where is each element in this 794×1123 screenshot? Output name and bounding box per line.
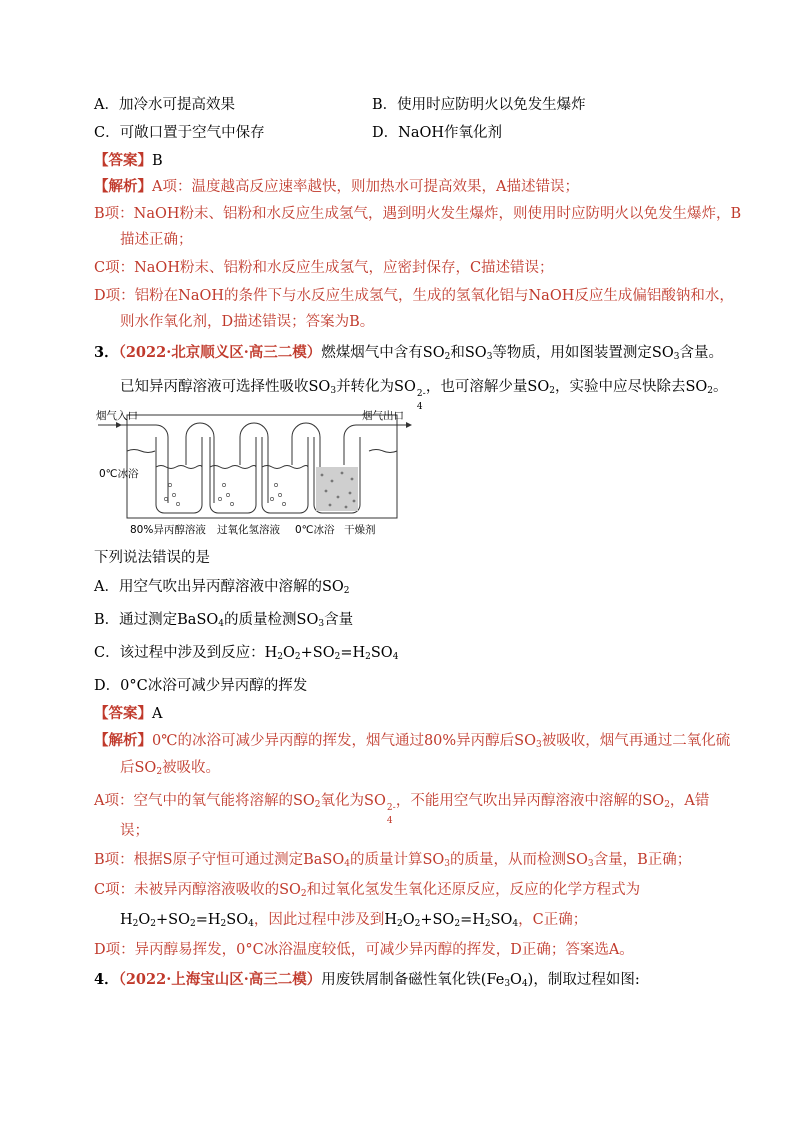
- apparatus-diagram: [94, 405, 424, 540]
- q3-option-c: C．该过程中涉及到反应：$H_2O_2+SO_2=H_2SO_4$: [94, 645, 399, 662]
- bottle-2: [210, 437, 256, 513]
- q2-analysis-d2: 则水作氧化剂，D描述错误；答案为B。: [120, 314, 375, 330]
- q2-option-d: D．NaOH作氧化剂: [372, 125, 502, 141]
- outlet-tube: [344, 425, 394, 465]
- q3-answer: 【答案】A: [94, 705, 163, 722]
- q2-analysis-a: 【解析】A项：温度越高反应速率越快，则加热水可提高效果，A描述错误；: [94, 178, 579, 195]
- q3-option-a: A．用空气吹出异丙醇溶液中溶解的$SO_2$: [94, 579, 350, 596]
- inlet-arrow: [116, 422, 122, 428]
- q2-answer: 【答案】B: [94, 152, 163, 169]
- q2-analysis-b1: B项：NaOH粉末、铝粉和水反应生成氢气，遇到明火发生爆炸，则使用时应防明火以免发生爆炸，B: [94, 206, 742, 222]
- q2-analysis-d1: D项：铝粉在NaOH的条件下与水反应生成氢气，生成的氢氧化铝与NaOH反应生成偏铝酸钠和水，: [94, 288, 734, 304]
- label-inlet: 烟气入口: [96, 410, 138, 422]
- equation-2: $H_2O_2+SO_2=H_2SO_4$: [384, 912, 519, 929]
- label-hydrogen-peroxide: 过氧化氢溶液: [217, 524, 280, 536]
- label-isopropanol: 80%异丙醇溶液: [130, 524, 206, 536]
- q3-stem-line1: 3．（2022·北京顺义区·高三二模）燃煤烟气中含有$SO_2$和$SO_3$等物质，用如图装置测定$SO_3$含量。: [94, 344, 723, 362]
- q3-analysis-c2: $H_2O_2+SO_2=H_2SO_4$，因此过程中涉及到$H_2O_2+SO_2=H_2SO_4$，C正确；: [120, 912, 588, 929]
- q3-option-b: B．通过测定BaSO$_4$的质量检测$SO_3$含量: [94, 612, 354, 629]
- q3-analysis-a2: 误；: [120, 823, 149, 839]
- q3-analysis-line2: 后$SO_2$被吸收。: [120, 760, 221, 777]
- q3-analysis-a1: A项：空气中的氧气能将溶解的$SO_2$氧化为SO 2- 4 ，不能用空气吹出异丙醇溶液中溶解的$SO_2$，A错: [94, 793, 710, 826]
- label-ice-bath-bottom: 0℃冰浴: [295, 524, 335, 536]
- q2-analysis-c: C项：NaOH粉末、铝粉和水反应生成氢气，应密封保存，C描述错误；: [94, 260, 554, 276]
- q3-stem-line2: 已知异丙醇溶液可选择性吸收$SO_3$并转化为SO 2- 4 ，也可溶解少量$SO_2$，实验中应尽快除去$SO_2$。: [120, 379, 728, 412]
- equation-1: $H_2O_2+SO_2=H_2SO_4$: [120, 912, 254, 929]
- q3-analysis-line1: 【解析】0℃的冰浴可减少异丙醇的挥发，烟气通过80%异丙醇后$SO_3$被吸收，烟气再通过二氧化硫: [94, 732, 731, 750]
- bottle-1: [156, 437, 202, 513]
- connector-tube-3: [292, 423, 320, 503]
- q3-analysis-c1: C项：未被异丙醇溶液吸收的$SO_2$和过氧化氢发生氧化还原反应，反应的化学方程式为: [94, 882, 641, 899]
- q3-option-d: D．0°C冰浴可减少异丙醇的挥发: [94, 678, 308, 694]
- q4-stem: 4．（2022·上海宝山区·高三二模）用废铁屑制备磁性氧化铁$(Fe_3O_4)$，制取过程如图:: [94, 971, 640, 989]
- q3-analysis-b: B项：根据S原子守恒可通过测定BaSO$_4$的质量计算$SO_3$的质量，从而检测$SO_3$含量，B正确；: [94, 852, 692, 869]
- q3-question: 下列说法错误的是: [94, 550, 210, 566]
- connector-tube-2: [240, 423, 268, 503]
- q2-option-a: A．加冷水可提高效果: [94, 97, 235, 113]
- q2-analysis-b2: 描述正确；: [120, 232, 193, 248]
- inlet-tube: [98, 425, 168, 503]
- bottle-3: [262, 437, 308, 513]
- q3-analysis-d: D项：异丙醇易挥发，0°C冰浴温度较低，可减少异丙醇的挥发，D正确；答案选A。: [94, 942, 634, 958]
- desiccant-fill: [316, 467, 358, 511]
- q2-option-c: C．可敞口置于空气中保存: [94, 125, 265, 141]
- q2-option-b: B．使用时应防明火以免发生爆炸: [372, 97, 586, 113]
- label-desiccant: 干燥剂: [344, 524, 376, 536]
- label-outlet: 烟气出口: [362, 410, 404, 422]
- label-ice-bath-left: 0℃冰浴: [99, 468, 139, 480]
